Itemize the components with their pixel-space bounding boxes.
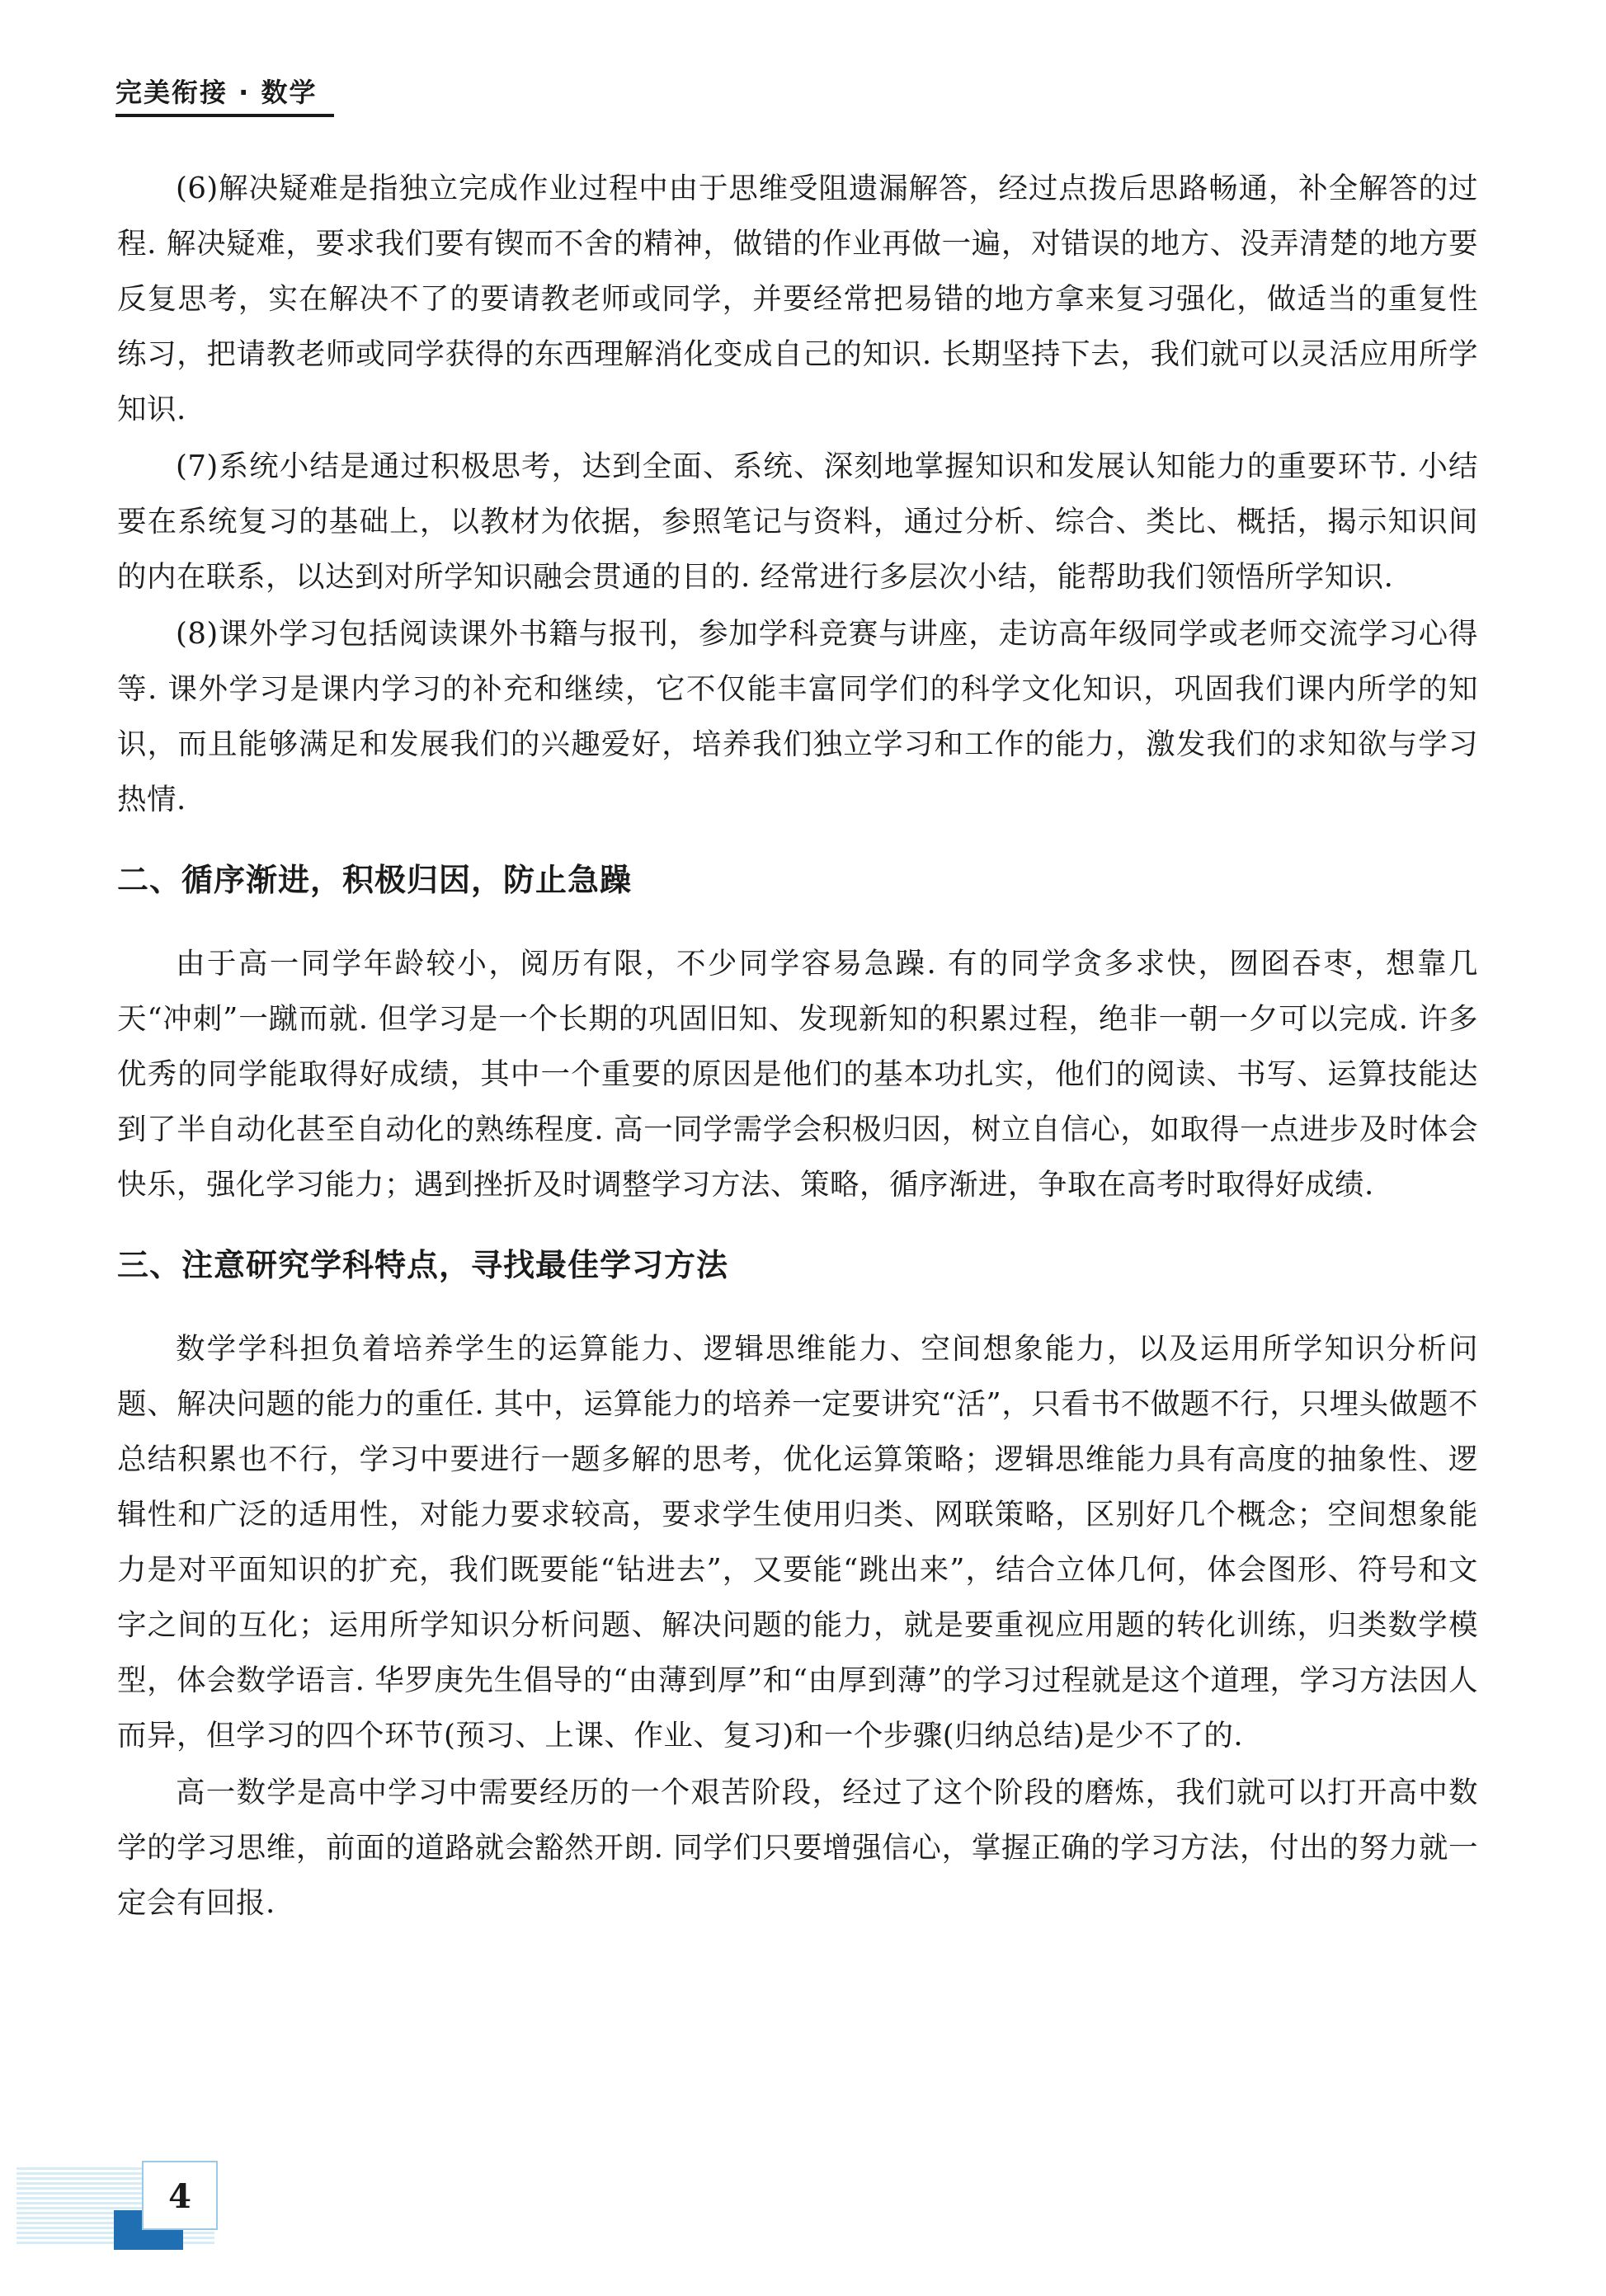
paragraph-item-6: (6)解决疑难是指独立完成作业过程中由于思维受阻遗漏解答，经过点拨后思路畅通，补全解答的过程. 解决疑难，要求我们要有锲而不舍的精神，做错的作业再做一遍，对错误的地方、没弄清楚的地方要反复思考，实在解决不了的要请教老师或同学，并要经常把易错的地方拿来复习强化，做适当的重复性练习，把请教老师或同学获得的东西理解消化变成自己的知识. 长期坚持下去，我们就可以灵活应用所学知识. <box>117 172 1478 426</box>
section-heading-3: 三、注意研究学科特点，寻找最佳学习方法 <box>117 1247 729 1283</box>
section-heading-2: 二、循序渐进，积极归因，防止急躁 <box>117 862 633 898</box>
header-rule <box>115 114 334 117</box>
book-title: 完美衔接 · 数学 <box>115 77 318 108</box>
paragraph-section-3-a: 数学学科担负着培养学生的运算能力、逻辑思维能力、空间想象能力，以及运用所学知识分析问题、解决问题的能力的重任. 其中，运算能力的培养一定要讲究“活”，只看书不做题不行，只埋头做题不总结积累也不行，学习中要进行一题多解的思考，优化运算策略；逻辑思维能力具有高度的抽象性、逻辑性和广泛的适用性，对能力要求较高，要求学生使用归类、网联策略，区别好几个概念；空间想象能力是对平面知识的扩充，我们既要能“钻进去”，又要能“跳出来”，结合立体几何，体会图形、符号和文字之间的互化；运用所学知识分析问题、解决问题的能力，就是要重视应用题的转化训练，归类数学模型，体会数学语言. 华罗庚先生倡导的“由薄到厚”和“由厚到薄”的学习过程就是这个道理，学习方法因人而异，但学习的四个环节(预习、上课、作业、复习)和一个步骤(归纳总结)是少不了的. <box>117 1332 1478 1753</box>
paragraph-item-7: (7)系统小结是通过积极思考，达到全面、系统、深刻地掌握知识和发展认知能力的重要环节. 小结要在系统复习的基础上，以教材为依据，参照笔记与资料，通过分析、综合、类比、概括，揭示知识间的内在联系，以达到对所学知识融会贯通的目的. 经常进行多层次小结，能帮助我们领悟所学知识. <box>117 449 1478 594</box>
page-body <box>117 161 1478 1931</box>
page-number: 4 <box>168 2177 191 2216</box>
paragraph-section-3-b: 高一数学是高中学习中需要经历的一个艰苦阶段，经过了这个阶段的磨炼，我们就可以打开高中数学的学习思维，前面的道路就会豁然开朗. 同学们只要增强信心，掌握正确的学习方法，付出的努力就一定会有回报. <box>117 1776 1478 1920</box>
paragraph-item-8: (8)课外学习包括阅读课外书籍与报刊，参加学科竞赛与讲座，走访高年级同学或老师交流学习心得等. 课外学习是课内学习的补充和继续，它不仅能丰富同学们的科学文化知识，巩固我们课内所学的知识，而且能够满足和发展我们的兴趣爱好，培养我们独立学习和工作的能力，激发我们的求知欲与学习热情. <box>117 617 1478 816</box>
paragraph-section-2: 由于高一同学年龄较小，阅历有限，不少同学容易急躁. 有的同学贪多求快，囫囵吞枣，想靠几天“冲刺”一蹴而就. 但学习是一个长期的巩固旧知、发现新知的积累过程，绝非一朝一夕可以完成. 许多优秀的同学能取得好成绩，其中一个重要的原因是他们的基本功扎实，他们的阅读、书写、运算技能达到了半自动化甚至自动化的熟练程度. 高一同学需学会积极归因，树立自信心，如取得一点进步及时体会快乐，强化学习能力；遇到挫折及时调整学习方法、策略，循序渐进，争取在高考时取得好成绩. <box>117 947 1478 1202</box>
page-footer <box>16 2152 214 2251</box>
running-header <box>115 76 338 117</box>
